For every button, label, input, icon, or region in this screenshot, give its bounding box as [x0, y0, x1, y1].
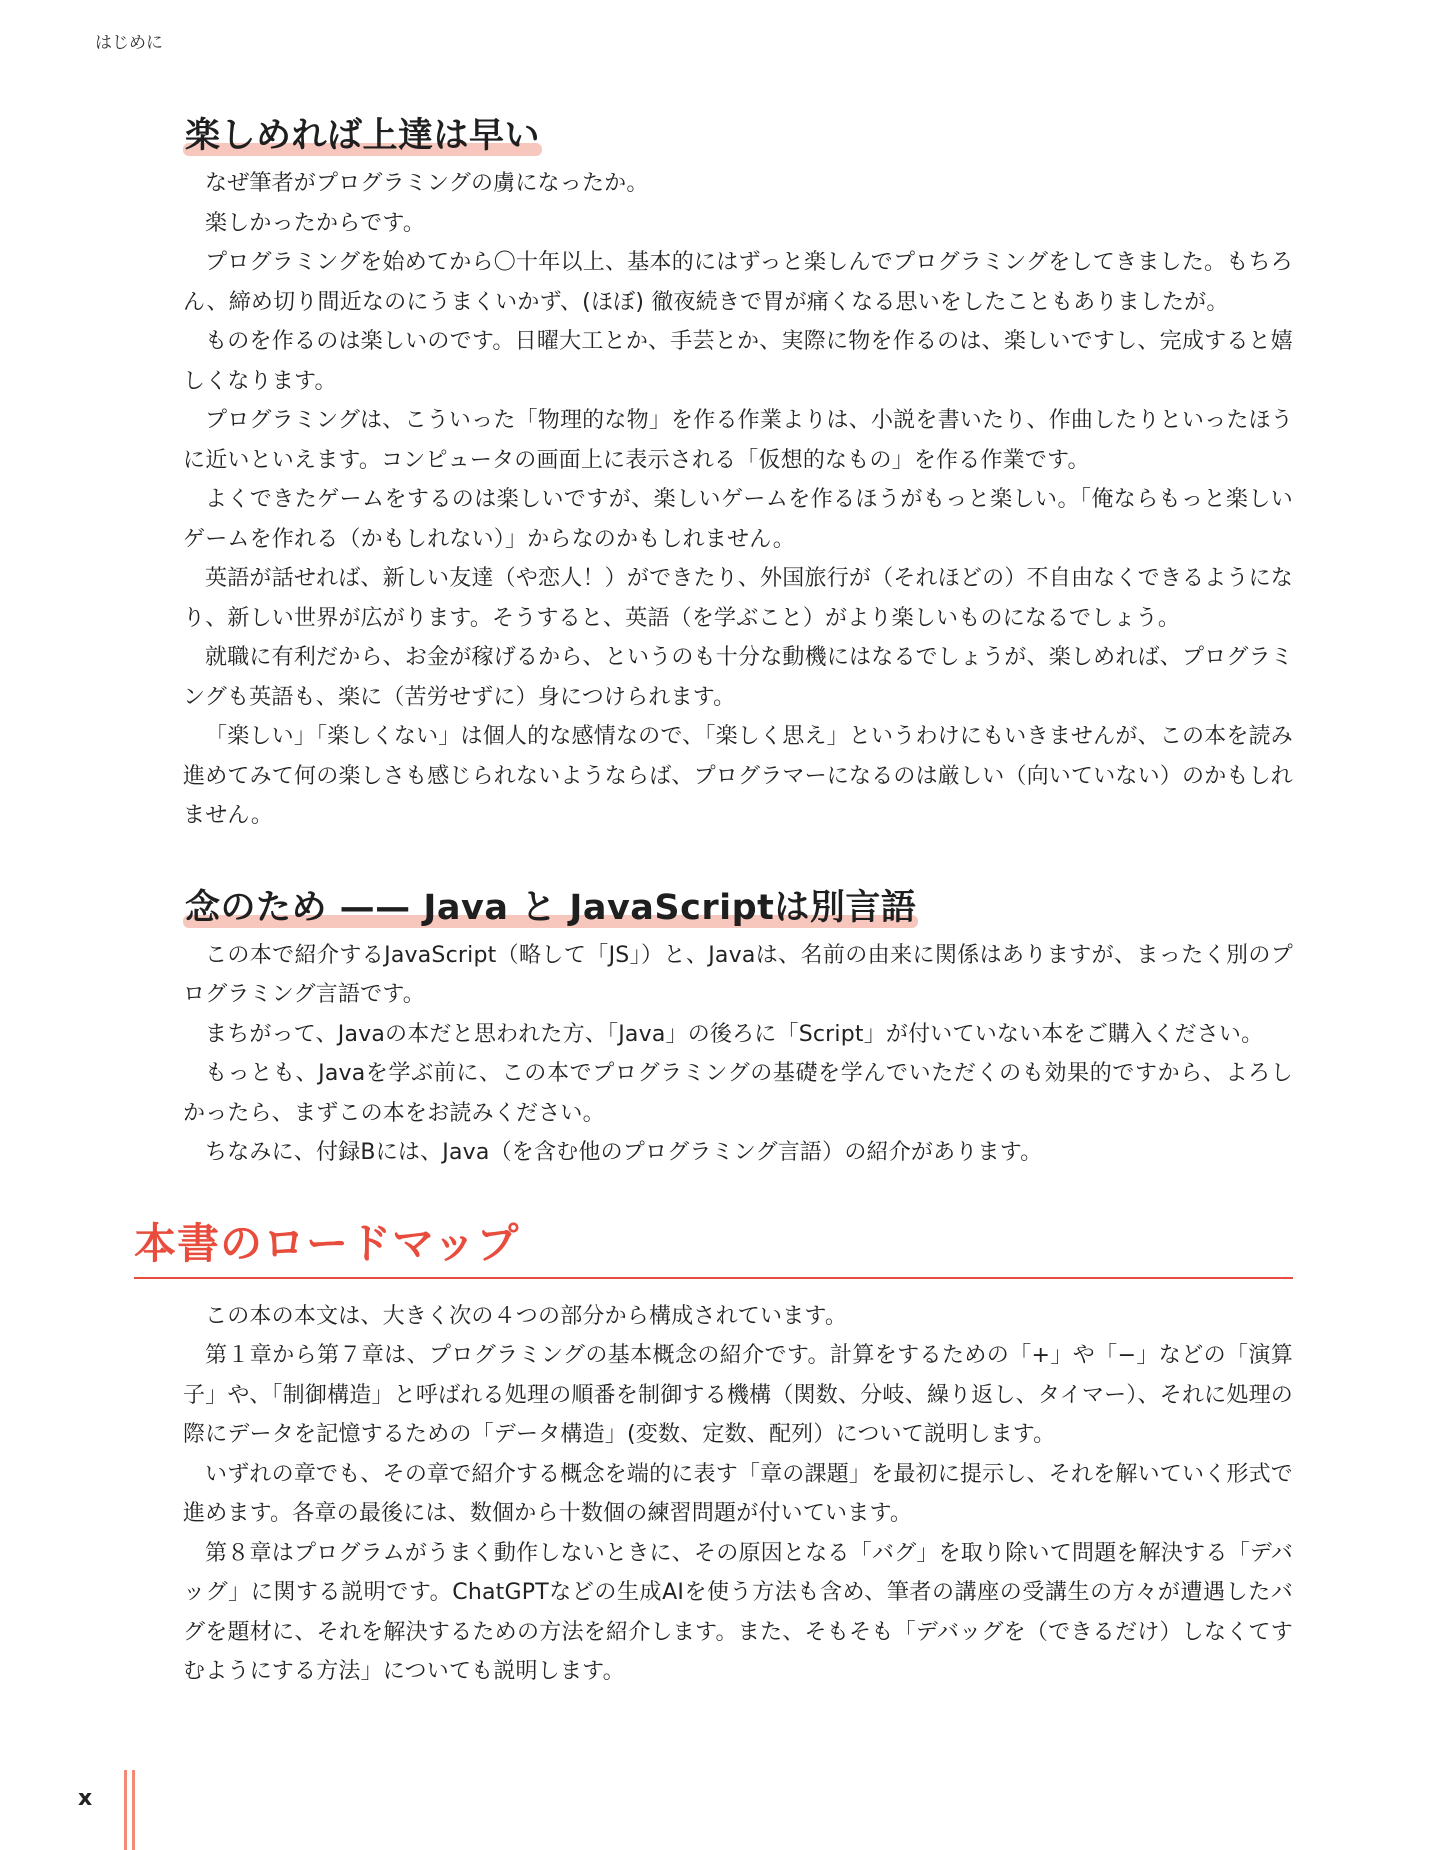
paragraph: この本の本文は、大きく次の４つの部分から構成されています。 — [205, 1303, 848, 1329]
section-roadmap — [134, 1211, 1293, 1692]
paragraph: いずれの章でも、その章で紹介する概念を端的に表す「章の課題」を最初に提示し、それを解いていく形式で進めます。各章の最後には、数個から十数個の練習問題が付いています。 — [183, 1461, 1293, 1526]
folio-decoration — [124, 1770, 136, 1850]
paragraph: 「楽しい」「楽しくない」は個人的な感情なので、「楽しく思え」というわけにもいきませんが、この本を読み進めてみて何の楽しさも感じられないようならば、プログラマーになるのは厳しい（向いていない）のかもしれません。 — [183, 724, 1294, 828]
paragraph: 就職に有利だから、お金が稼げるから、というのも十分な動機にはなるでしょうが、楽しめれば、プログラミングも英語も、楽に（苦労せずに）身につけられます。 — [183, 645, 1293, 710]
running-head: はじめに — [95, 33, 163, 53]
paragraph: まちがって、Javaの本だと思われた方、「Java」の後ろに「Script」が付いていない本をご購入ください。 — [205, 1021, 1264, 1047]
section-heading: 念のため —— Java と JavaScriptは別言語 — [183, 880, 918, 930]
paragraph: もっとも、Javaを学ぶ前に、この本でプログラミングの基礎を学んでいただくのも効果的ですから、よろしかったら、まずこの本をお読みください。 — [183, 1061, 1293, 1126]
paragraph: 第１章から第７章は、プログラミングの基本概念の紹介です。計算をするための「+」や「−」などの「演算子」や、「制御構造」と呼ばれる処理の順番を制御する機構（関数、分岐、繰り返し、タイマー）、それに処理の際にデータを記憶するための「データ構造」(変数、定数、配列）について説明します。 — [183, 1343, 1293, 1447]
section-heading: 楽しめれば上達は早い — [183, 108, 542, 158]
paragraph: 第８章はプログラムがうまく動作しないときに、その原因となる「バグ」を取り除いて問題を解決する「デバッグ」に関する説明です。ChatGPTなどの生成AIを使う方法も含め、筆者の講座の受講生の方々が遭遇したバグを題材に、それを解決するための方法を紹介します。また、そもそも「デバッグを（できるだけ）しなくてすむようにする方法」についても説明します。 — [183, 1540, 1293, 1684]
section-fun — [183, 108, 1293, 836]
paragraph: ちなみに、付録Bには、Java（を含む他のプログラミング言語）の紹介があります。 — [205, 1140, 1043, 1165]
paragraph: 英語が話せれば、新しい友達（や恋人！）ができたり、外国旅行が（それほどの）不自由なくできるようになり、新しい世界が広がります。そうすると、英語（を学ぶこと）がより楽しいものになるでしょう。 — [183, 566, 1293, 631]
paragraph: ものを作るのは楽しいのです。日曜大工とか、手芸とか、実際に物を作るのは、楽しいですし、完成すると嬉しくなります。 — [183, 329, 1293, 394]
chapter-heading: 本書のロードマップ — [134, 1211, 1293, 1279]
paragraph: プログラミングは、こういった「物理的な物」を作る作業よりは、小説を書いたり、作曲したりといったほうに近いといえます。コンピュータの画面上に表示される「仮想的なもの」を作る作業です。 — [183, 408, 1293, 473]
page-body — [134, 108, 1294, 1692]
paragraph: よくできたゲームをするのは楽しいですが、楽しいゲームを作るほうがもっと楽しい。「俺ならもっと楽しいゲームを作れる（かもしれない）」からなのかもしれません。 — [183, 487, 1293, 552]
paragraph: なぜ筆者がプログラミングの虜になったか。 — [205, 171, 649, 196]
page-number: x — [78, 1786, 93, 1811]
paragraph: プログラミングを始めてから〇十年以上、基本的にはずっと楽しんでプログラミングをしてきました。もちろん、締め切り間近なのにうまくいかず、(ほぼ) 徹夜続きで胃が痛くなる思いをしたこともありましたが。 — [183, 250, 1293, 315]
section-java-note — [183, 880, 1293, 1173]
paragraph: 楽しかったからです。 — [205, 210, 426, 236]
paragraph: この本で紹介するJavaScript（略して「JS」）と、Javaは、名前の由来に関係はありますが、まったく別のプログラミング言語です。 — [183, 942, 1293, 1007]
